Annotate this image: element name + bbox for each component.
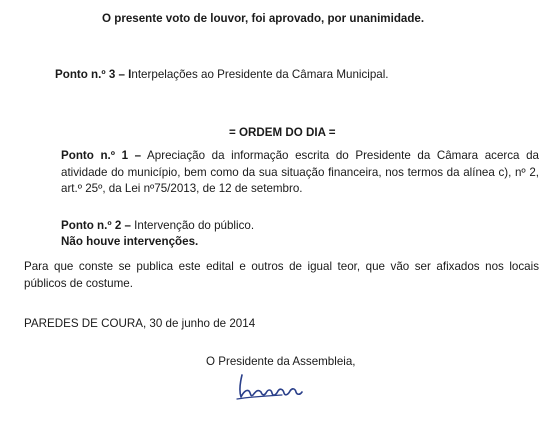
agenda-item-2	[61, 219, 254, 233]
agenda-item-2-note: Não houve intervenções.	[61, 235, 199, 248]
signatory-title: O Presidente da Assembleia,	[206, 355, 356, 368]
agenda-item-1-label: Ponto n.º 1 –	[61, 149, 142, 162]
vote-approval-line: O presente voto de louvor, foi aprovado, por unanimidade.	[102, 12, 425, 25]
ordem-do-dia-heading: = ORDEM DO DIA =	[229, 126, 336, 139]
agenda-item-3-text: nterpelações ao Presidente da Câmara Municipal.	[131, 68, 389, 81]
agenda-item-3	[55, 68, 389, 82]
agenda-item-1	[61, 148, 539, 198]
agenda-item-2-label: Ponto n.º 2 –	[61, 219, 131, 232]
place-date: PAREDES DE COURA, 30 de junho de 2014	[24, 317, 256, 330]
handwritten-signature	[234, 371, 324, 401]
agenda-item-1-text: Apreciação da informação escrita do Presidente da Câmara acerca da atividade do município, bem como da sua situação financeira, nos termos da alínea c), nº 2, art.º 25º, da Lei nº75/2013, de 12 de setembro.	[61, 149, 539, 195]
agenda-item-3-label: Ponto n.º 3 – I	[55, 68, 132, 81]
edital-paragraph: Para que conste se publica este edital e outros de igual teor, que vão ser afixados nos locais públicos de costume.	[24, 260, 539, 290]
agenda-item-2-text: Intervenção do público.	[130, 219, 255, 232]
